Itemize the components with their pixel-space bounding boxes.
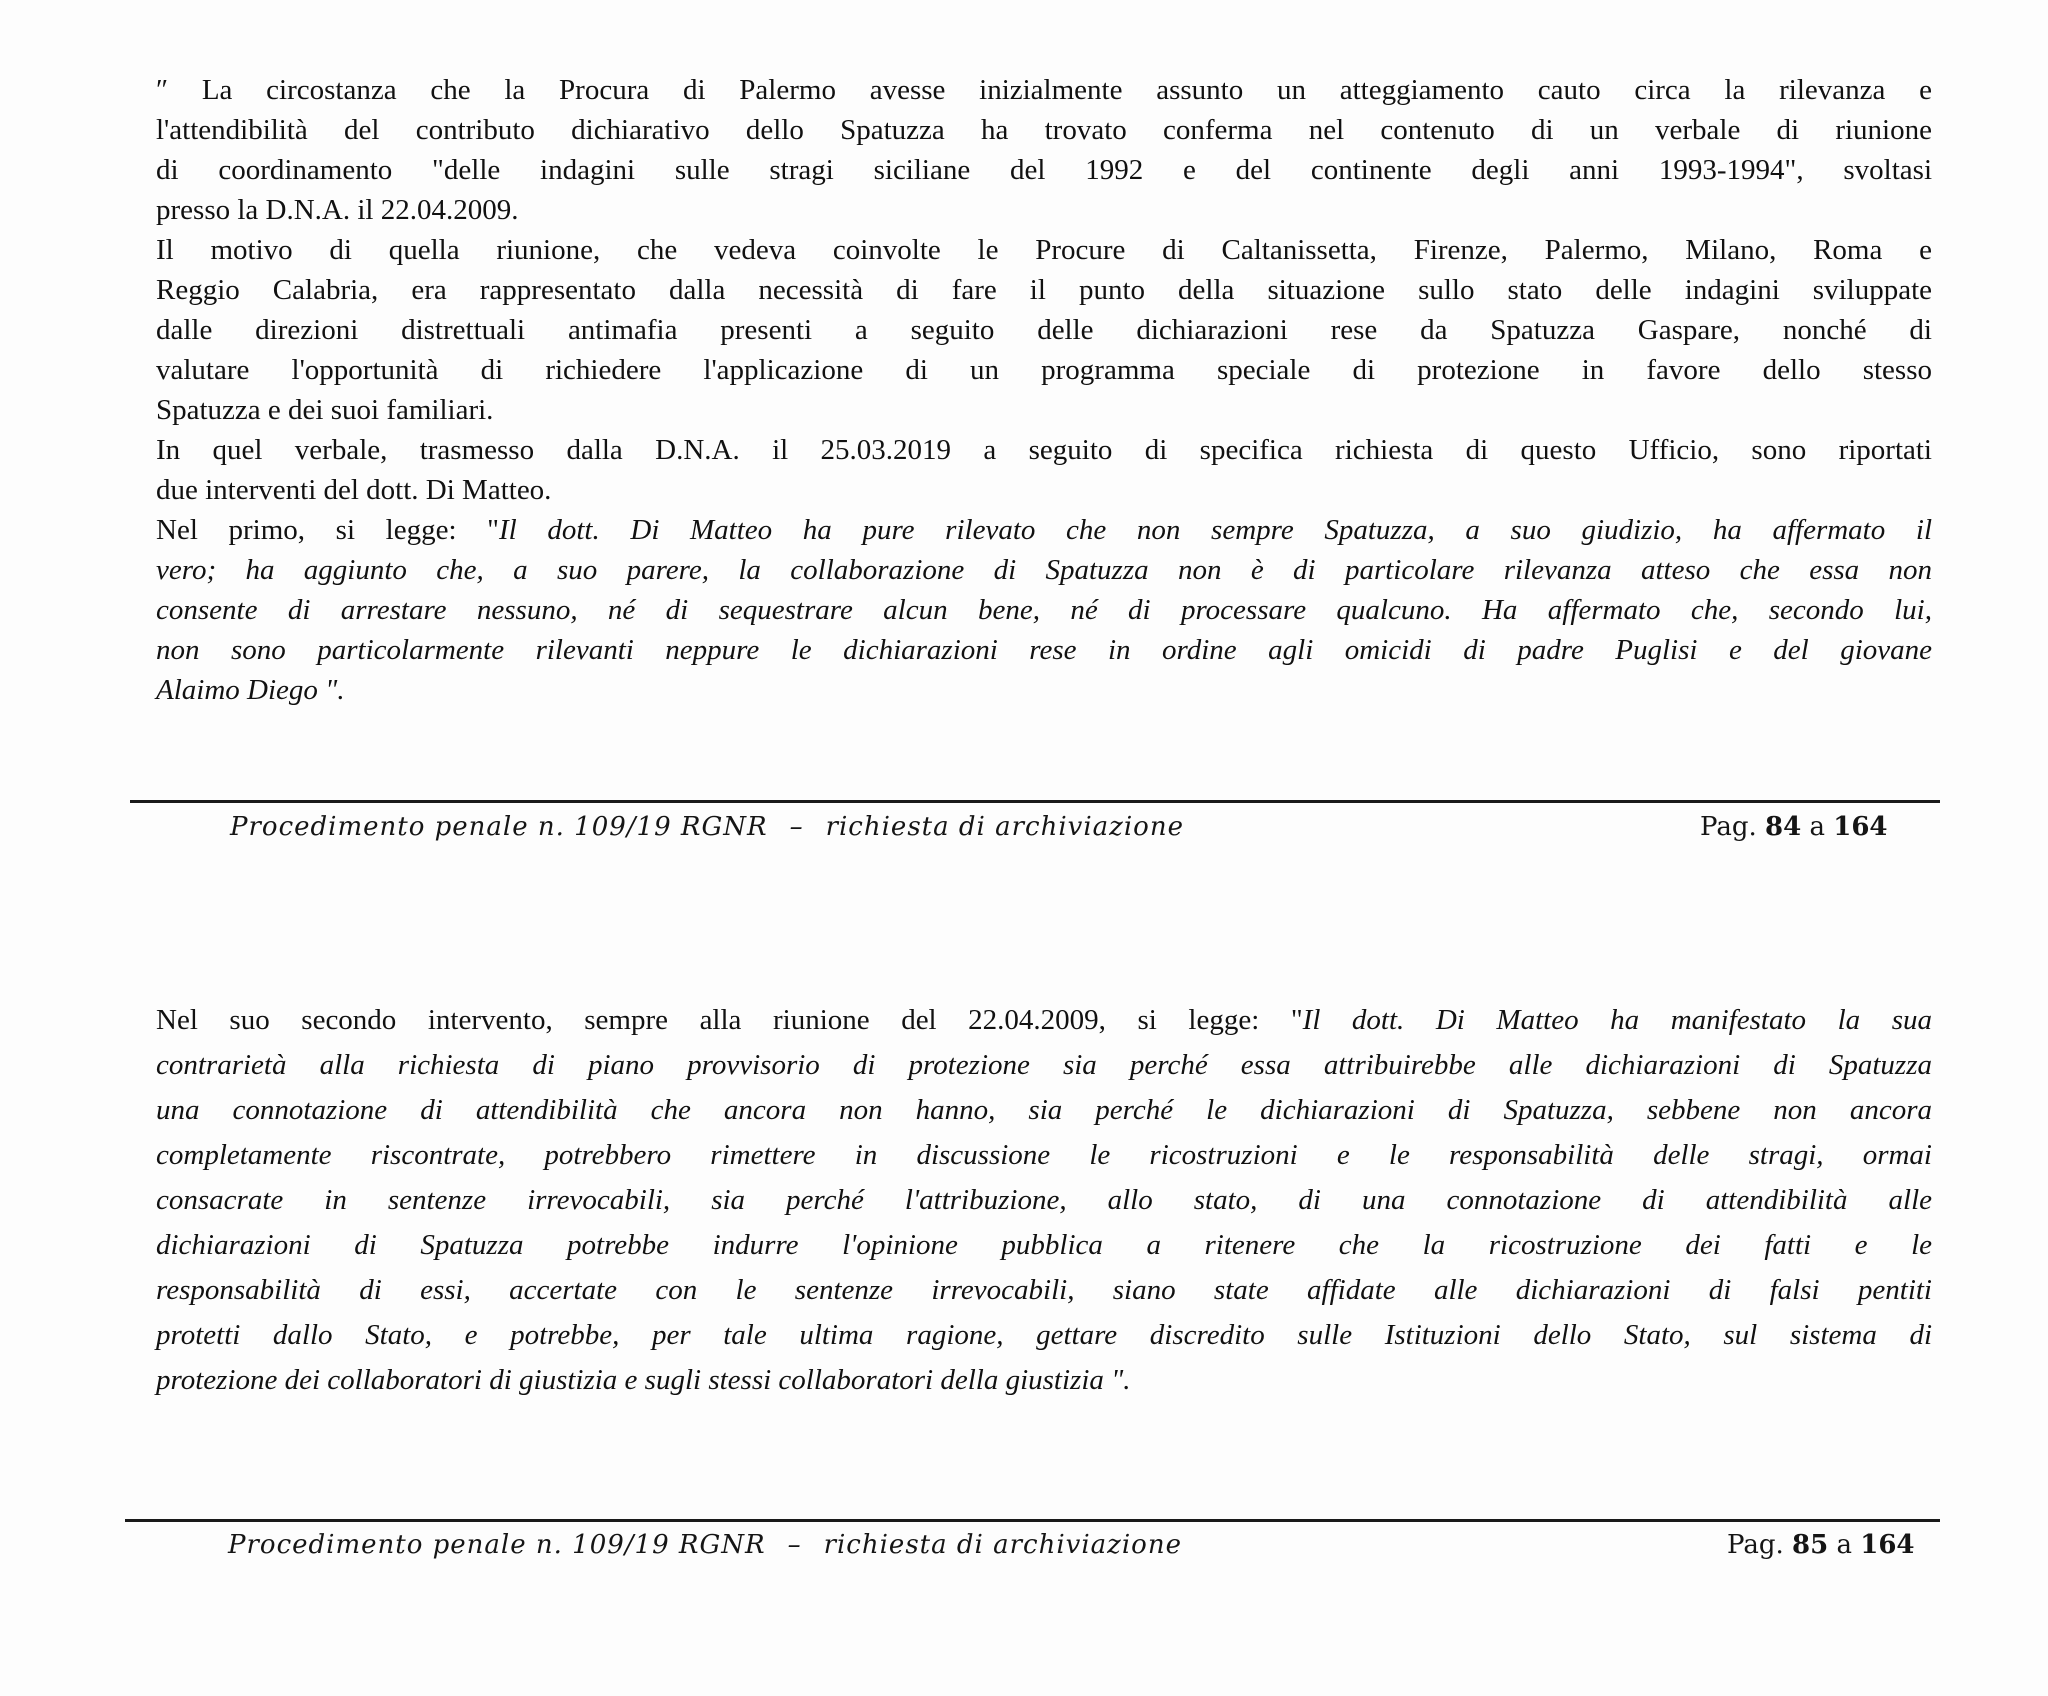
quote-line: contrarietà alla richiesta di piano provvisorio di protezione sia perché essa attribuirebbe alle dichiarazioni di Spatuzza (156, 1049, 1932, 1081)
body-line: due interventi del dott. Di Matteo. (156, 474, 552, 506)
body-line: In quel verbale, trasmesso dalla D.N.A. il 25.03.2019 a seguito di specifica richiesta di questo Ufficio, sono riportati (156, 434, 1932, 466)
body-line: valutare l'opportunità di richiedere l'applicazione di un programma speciale di protezione in favore dello stesso (156, 354, 1932, 386)
page-number (1700, 812, 1888, 842)
page-current: 84 (1765, 812, 1802, 842)
page-sep: a (1809, 812, 1825, 842)
body-line: di coordinamento "delle indagini sulle stragi siciliane del 1992 e del continente degli anni 1993-1994", svoltasi (156, 154, 1932, 186)
body-line: Spatuzza e dei suoi familiari. (156, 394, 494, 426)
page-number (1727, 1530, 1915, 1560)
quote-line: dichiarazioni di Spatuzza potrebbe indurre l'opinione pubblica a ritenere che la ricostruzione dei fatti e le (156, 1229, 1932, 1261)
intro-text: Nel suo secondo intervento, sempre alla riunione del 22.04.2009, si legge: " (156, 1004, 1303, 1036)
footer-case: Procedimento penale n. 109/19 RGNR (228, 1530, 766, 1560)
quote-text: Il dott. Di Matteo ha manifestato la sua (1302, 1004, 1932, 1036)
footer-subject: richiesta di archiviazione (823, 1530, 1182, 1560)
quote-line: protezione dei collaboratori di giustizia e sugli stessi collaboratori della giustizia ". (156, 1364, 1131, 1396)
footer-rule (130, 800, 1940, 803)
quote-line: protetti dallo Stato, e potrebbe, per tale ultima ragione, gettare discredito sulle Istituzioni dello Stato, sul sistema di (156, 1319, 1932, 1351)
quote-first-line (156, 998, 1932, 1043)
page-total: 164 (1860, 1530, 1915, 1560)
page-84-body (156, 70, 1932, 710)
footer-dash: – (789, 812, 804, 842)
quote-line: consacrate in sentenze irrevocabili, sia perché l'attribuzione, allo stato, di una connotazione di attendibilità alle (156, 1184, 1932, 1216)
page-sep: a (1836, 1530, 1852, 1560)
footer-rule (125, 1519, 1940, 1522)
quote-line: completamente riscontrate, potrebbero rimettere in discussione le ricostruzioni e le responsabilità delle stragi, ormai (156, 1139, 1932, 1171)
body-line: Il motivo di quella riunione, che vedeva coinvolte le Procure di Caltanissetta, Firenze, Palermo, Milano, Roma e (156, 234, 1932, 266)
footer-case: Procedimento penale n. 109/19 RGNR (230, 812, 768, 842)
quote-line: consente di arrestare nessuno, né di sequestrare alcun bene, né di processare qualcuno. Ha affermato che, secondo lui, (156, 594, 1932, 626)
quote-line: non sono particolarmente rilevanti neppure le dichiarazioni rese in ordine agli omicidi di padre Puglisi e del giovane (156, 634, 1932, 666)
body-line: ″ La circostanza che la Procura di Palermo avesse inizialmente assunto un atteggiamento cauto circa la rilevanza e (156, 74, 1932, 106)
footer-subject: richiesta di archiviazione (825, 812, 1184, 842)
page-85-footer (228, 1530, 1182, 1560)
body-line: dalle direzioni distrettuali antimafia presenti a seguito delle dichiarazioni rese da Spatuzza Gaspare, nonché di (156, 314, 1932, 346)
quote-intro: Nel primo, si legge: " (156, 514, 500, 546)
page-85-body (156, 998, 1932, 1403)
body-line: l'attendibilità del contributo dichiarativo dello Spatuzza ha trovato conferma nel contenuto di un verbale di riunione (156, 114, 1932, 146)
page-84-footer (230, 812, 1184, 842)
page-prefix: Pag. (1700, 812, 1757, 842)
body-line: Reggio Calabria, era rappresentato dalla necessità di fare il punto della situazione sullo stato delle indagini sviluppate (156, 274, 1932, 306)
page-current: 85 (1792, 1530, 1829, 1560)
quote-first-line (156, 510, 1932, 550)
quote-line: una connotazione di attendibilità che ancora non hanno, sia perché le dichiarazioni di Spatuzza, sebbene non ancora (156, 1094, 1932, 1126)
page-total: 164 (1833, 812, 1888, 842)
quote-line: vero; ha aggiunto che, a suo parere, la collaborazione di Spatuzza non è di particolare rilevanza atteso che essa non (156, 554, 1932, 586)
quote-text: Il dott. Di Matteo ha pure rilevato che non sempre Spatuzza, a suo giudizio, ha affermato il (499, 514, 1932, 546)
quote-line: Alaimo Diego ". (156, 674, 345, 706)
quote-line: responsabilità di essi, accertate con le sentenze irrevocabili, siano state affidate alle dichiarazioni di falsi pentiti (156, 1274, 1932, 1306)
footer-dash: – (787, 1530, 802, 1560)
body-line: presso la D.N.A. il 22.04.2009. (156, 194, 519, 226)
page-prefix: Pag. (1727, 1530, 1784, 1560)
